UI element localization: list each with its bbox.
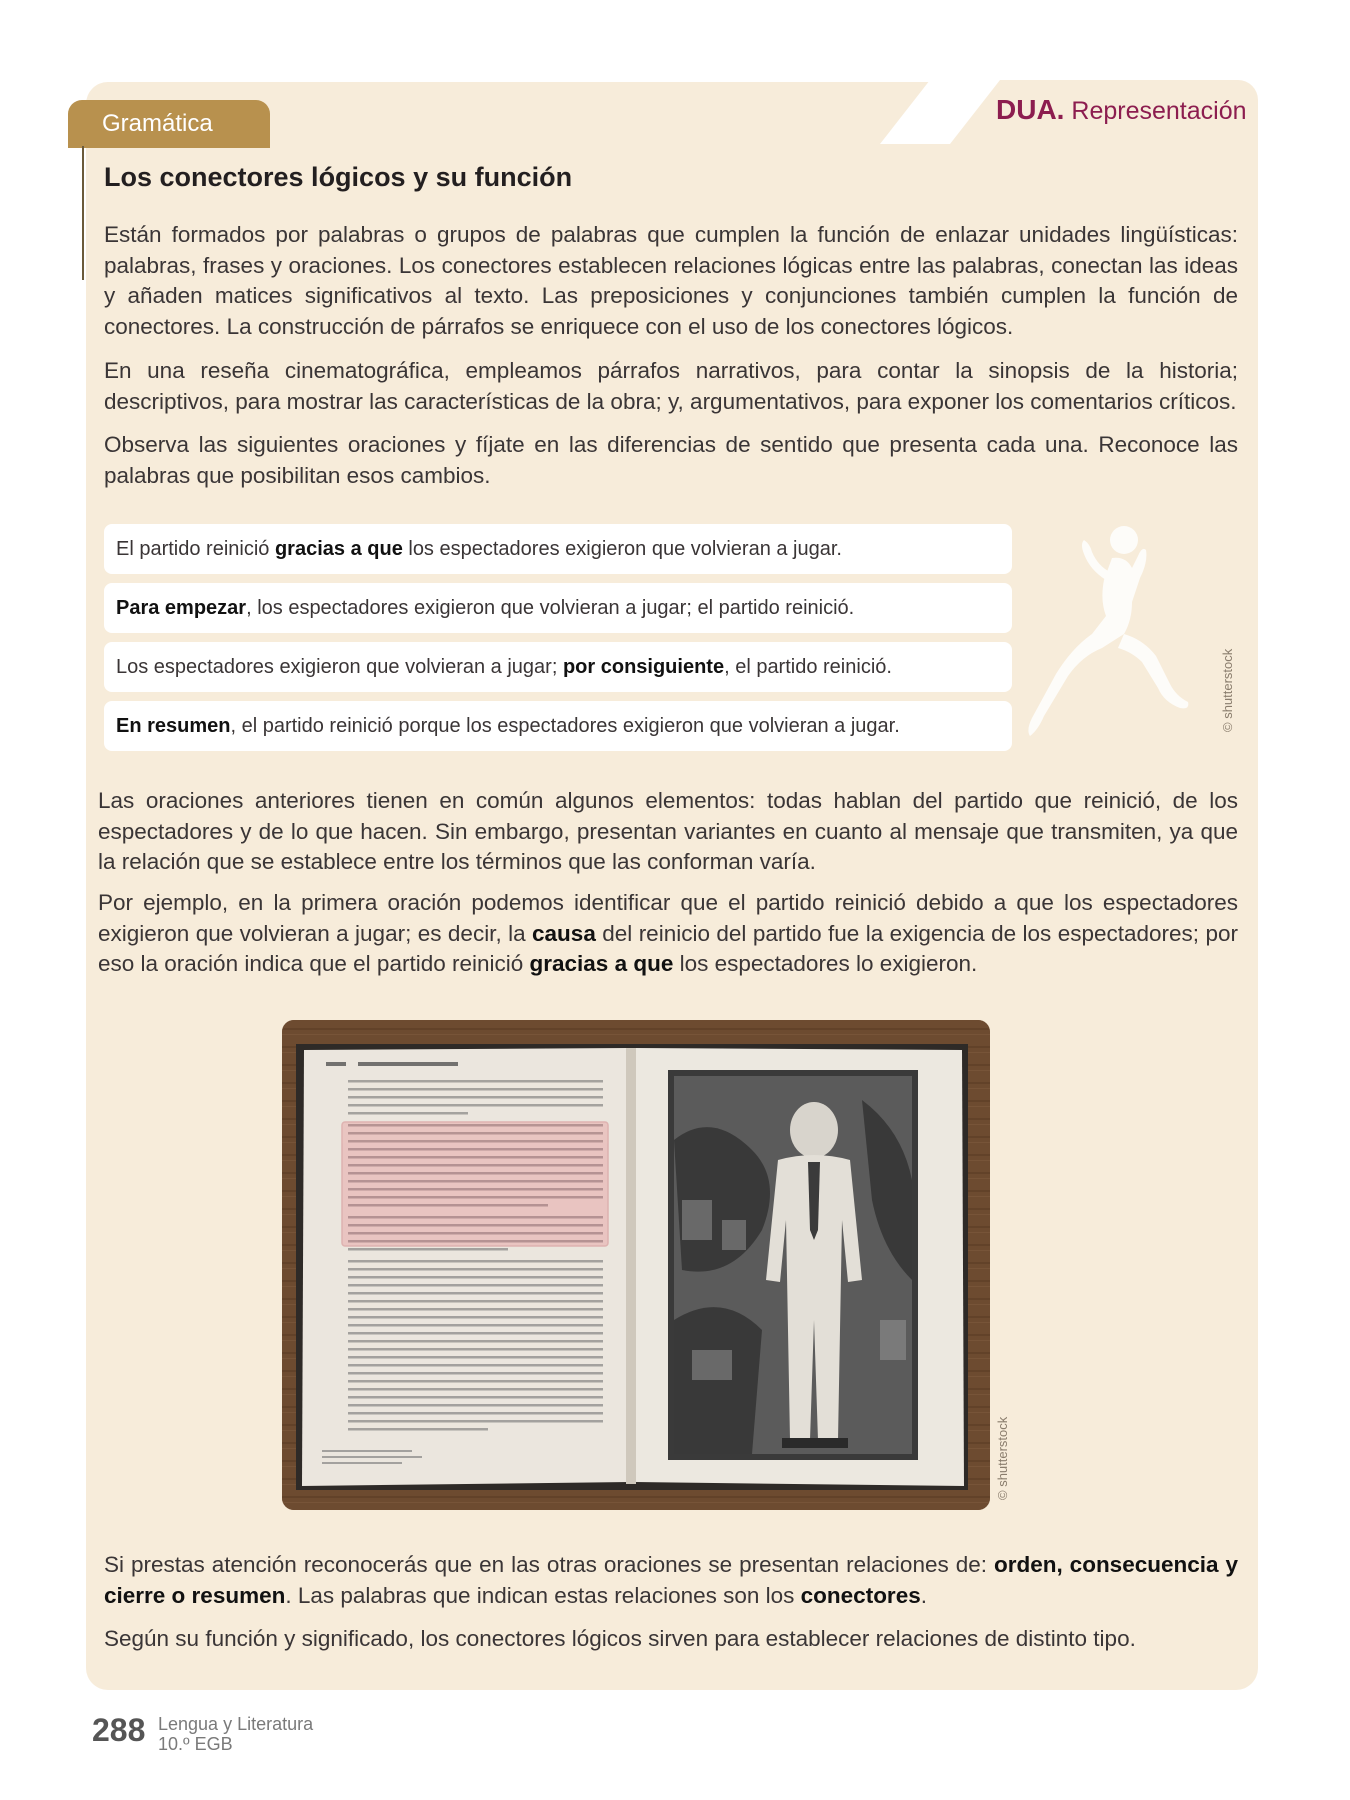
analysis-bold: gracias a que bbox=[529, 951, 674, 976]
example-sentence bbox=[104, 583, 1012, 633]
example-sentence bbox=[104, 642, 1012, 692]
footer-subject bbox=[158, 1714, 313, 1754]
sentence-connector: gracias a que bbox=[274, 538, 403, 560]
intro-paragraph-2: En una reseña cinematográfica, empleamos párrafos narrativos, para contar la sinopsis de la historia; descriptivos, para mostrar las características de la obra; y, argumentativos, para exponer los comentarios críticos. bbox=[104, 358, 1238, 414]
example-sentence bbox=[104, 524, 1012, 574]
grade-label: 10.º EGB bbox=[158, 1734, 233, 1754]
analysis-paragraph-1: Las oraciones anteriores tienen en común algunos elementos: todas hablan del partido que reinició, de los espectadores y de lo que hacen. Sin embargo, presentan variantes en cuanto al mensaje que transmiten, ya que la relación que se establece entre los términos que las conforman varía. bbox=[98, 788, 1238, 874]
analysis-paragraph-2 bbox=[98, 888, 1238, 980]
dua-label-bold: DUA. bbox=[996, 94, 1065, 125]
basketball-player-illustration bbox=[1020, 516, 1210, 766]
book-photo-image bbox=[282, 1020, 990, 1510]
sentence-text: , los espectadores exigieron que volvieran a jugar; el partido reinició. bbox=[246, 597, 855, 619]
conclusion-text: Si prestas atención reconocerás que en las otras oraciones se presentan relaciones de: bbox=[104, 1552, 994, 1577]
conclusion-text: . bbox=[920, 1582, 927, 1608]
sentence-connector: por consiguiente bbox=[562, 656, 725, 678]
conclusion-paragraph-1 bbox=[104, 1550, 1238, 1611]
conclusion-bold: orden, consecuencia y cierre o resumen bbox=[104, 1552, 1238, 1608]
conclusion-text: . Las palabras que indican estas relaciones son los bbox=[285, 1582, 801, 1608]
dua-label-text: Representación bbox=[1071, 97, 1247, 125]
analysis-text: los espectadores lo exigieron. bbox=[673, 951, 978, 976]
subject-name: Lengua y Literatura bbox=[158, 1714, 314, 1734]
intro-paragraph-3: Observa las siguientes oraciones y fíjate en las diferencias de sentido que presenta cada una. Reconoce las palabras que posibilitan esos cambios. bbox=[104, 432, 1238, 488]
analysis-bold: causa bbox=[532, 920, 596, 946]
section-divider bbox=[82, 146, 84, 280]
example-sentence bbox=[104, 701, 1012, 751]
intro-paragraph-1: Están formados por palabras o grupos de palabras que cumplen la función de enlazar unidades lingüísticas: palabras, frases y oraciones. Los conectores establecen relaciones lógicas entre las palabras, conectan las ideas y añaden matices significativos al texto. Las preposiciones y conjunciones también cumplen la función de conectores. La construcción de párrafos se enriquece con el uso de los conectores lógicos. bbox=[104, 222, 1238, 339]
page-number: 288 bbox=[92, 1712, 146, 1748]
analysis-text: Por ejemplo, en la primera oración podemos identificar que el partido reinició debido a que los espectadores exigieron que volvieran a jugar; es decir, la bbox=[98, 890, 1238, 946]
page-title: Los conectores lógicos y su función bbox=[104, 162, 573, 192]
section-tab: Gramática bbox=[68, 100, 270, 148]
sentence-connector: Para empezar bbox=[116, 597, 247, 619]
dua-label bbox=[996, 94, 1247, 126]
sentence-text: , el partido reinició. bbox=[724, 656, 892, 678]
sentence-connector: En resumen bbox=[116, 715, 231, 737]
analysis-text: del reinicio del partido fue la exigencia de los espectadores; por eso la oración indica que el partido reinició bbox=[98, 920, 1238, 976]
sentence-text: Los espectadores exigieron que volvieran a jugar; bbox=[116, 656, 563, 678]
sentence-text: los espectadores exigieron que volvieran a jugar. bbox=[402, 538, 842, 560]
conclusion-paragraph-2: Según su función y significado, los conectores lógicos sirven para establecer relaciones de distinto tipo. bbox=[104, 1626, 1136, 1651]
conclusion-bold: conectores bbox=[800, 1582, 921, 1608]
sentence-text: El partido reinició bbox=[116, 538, 275, 560]
photo-credit: © shutterstock bbox=[995, 1416, 1010, 1500]
book-photo bbox=[282, 1020, 990, 1510]
image-credit: © shutterstock bbox=[1220, 648, 1235, 732]
sentence-text: , el partido reinició porque los espectadores exigieron que volvieran a jugar. bbox=[230, 715, 900, 737]
